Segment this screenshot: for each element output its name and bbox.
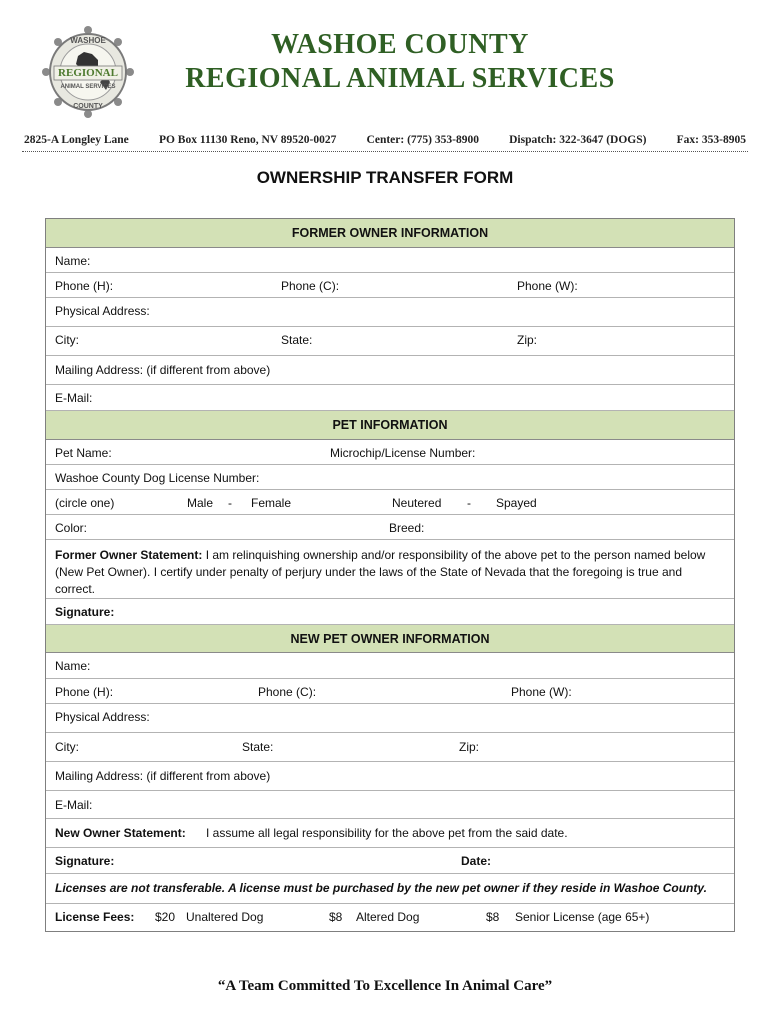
fee-senior-desc: Senior License (age 65+) (515, 910, 650, 924)
new-owner-city-label[interactable]: City: (55, 740, 79, 754)
new-owner-name-field[interactable] (46, 653, 734, 679)
pet-spayed-option[interactable]: Spayed (496, 496, 537, 510)
new-owner-statement-label: New Owner Statement: (55, 826, 186, 840)
agency-name-line1: WASHOE COUNTY (271, 29, 529, 60)
new-owner-statement (46, 819, 734, 848)
address-center-phone: Center: (775) 353-8900 (366, 134, 479, 146)
new-owner-phone-row (46, 679, 734, 704)
pet-circle-one-label: (circle one) (55, 496, 115, 510)
section-pet-heading: PET INFORMATION (46, 411, 734, 440)
former-owner-email-field[interactable] (46, 385, 734, 411)
fee-unaltered-desc: Unaltered Dog (186, 910, 264, 924)
license-fees-label: License Fees: (55, 910, 135, 924)
address-dispatch-phone: Dispatch: 322-3647 (DOGS) (509, 134, 647, 146)
pet-color-label[interactable]: Color: (55, 521, 88, 535)
former-owner-state-label[interactable]: State: (281, 333, 313, 347)
former-owner-phone-row (46, 273, 734, 298)
former-owner-phone-h-label[interactable]: Phone (H): (55, 279, 114, 293)
footer-motto: “A Team Committed To Excellence In Animal Care” (217, 978, 553, 994)
former-owner-phone-c-label[interactable]: Phone (C): (281, 279, 340, 293)
former-owner-mailing-address-field[interactable] (46, 356, 734, 385)
new-owner-email-field[interactable] (46, 791, 734, 819)
new-owner-city-row (46, 733, 734, 762)
former-owner-mailing-address-label: Mailing Address: (if different from above) (55, 363, 271, 377)
address-po-box: PO Box 11130 Reno, NV 89520-0027 (158, 134, 337, 146)
former-owner-signature-field[interactable] (46, 599, 734, 625)
former-owner-physical-address-label: Physical Address: (55, 304, 150, 318)
pet-license-number-label: Washoe County Dog License Number: (55, 471, 260, 485)
pet-color-row (46, 515, 734, 540)
fee-altered-desc: Altered Dog (356, 910, 420, 924)
former-owner-name-field[interactable] (46, 248, 734, 273)
new-owner-email-label: E-Mail: (55, 798, 93, 812)
fee-unaltered-amount: $20 (155, 910, 176, 924)
new-owner-signature-row (46, 848, 734, 874)
former-owner-statement (46, 540, 734, 599)
address-bar (24, 134, 746, 146)
section-former-owner-heading: FORMER OWNER INFORMATION (46, 219, 734, 248)
agency-name-line2: REGIONAL ANIMAL SERVICES (185, 63, 615, 94)
new-owner-state-label[interactable]: State: (242, 740, 274, 754)
former-owner-signature-label: Signature: (55, 605, 115, 619)
pet-sex-row (46, 490, 734, 515)
form-title: OWNERSHIP TRANSFER FORM (256, 168, 514, 187)
pet-name-label[interactable]: Pet Name: (55, 446, 112, 460)
former-owner-city-label[interactable]: City: (55, 333, 79, 347)
new-owner-physical-address-field[interactable] (46, 704, 734, 733)
new-owner-phone-h-label[interactable]: Phone (H): (55, 685, 114, 699)
ownership-transfer-form (45, 218, 735, 932)
new-owner-name-label: Name: (55, 659, 91, 673)
pet-breed-label[interactable]: Breed: (389, 521, 425, 535)
former-owner-city-row (46, 327, 734, 356)
new-owner-phone-c-label[interactable]: Phone (C): (258, 685, 317, 699)
former-owner-email-label: E-Mail: (55, 391, 93, 405)
washoe-county-seal-logo (42, 26, 134, 118)
fee-senior-amount: $8 (486, 910, 500, 924)
former-owner-zip-label[interactable]: Zip: (517, 333, 538, 347)
pet-neutered-option[interactable]: Neutered (392, 496, 442, 510)
new-owner-physical-address-label: Physical Address: (55, 710, 150, 724)
fee-altered-amount: $8 (329, 910, 343, 924)
new-owner-statement-text: I assume all legal responsibility for the above pet from the said date. (206, 826, 568, 840)
address-divider (22, 151, 748, 152)
former-owner-physical-address-field[interactable] (46, 298, 734, 327)
former-owner-statement-label: Former Owner Statement: (55, 548, 203, 562)
new-owner-mailing-address-field[interactable] (46, 762, 734, 791)
pet-microchip-label[interactable]: Microchip/License Number: (330, 446, 476, 460)
new-owner-zip-label[interactable]: Zip: (459, 740, 480, 754)
pet-male-option[interactable]: Male (187, 496, 214, 510)
pet-license-number-field[interactable] (46, 465, 734, 490)
new-owner-phone-w-label[interactable]: Phone (W): (511, 685, 572, 699)
new-owner-mailing-address-label: Mailing Address: (if different from above) (55, 769, 271, 783)
pet-name-row (46, 440, 734, 465)
logo-services-text: ANIMAL SERVICES (60, 84, 116, 90)
pet-female-option[interactable]: Female (251, 496, 292, 510)
former-owner-statement-text: I am relinquishing ownership and/or responsibility of the above pet to the person named below (New Pet Owner). I certify under penalty of perjury under the laws of the State of Nevada that the foregoing is true and correct. (55, 548, 706, 596)
license-fees-row (46, 904, 734, 931)
section-new-owner-heading: NEW PET OWNER INFORMATION (46, 625, 734, 653)
license-note-row (46, 874, 734, 904)
logo-top-text: WASHOE (70, 36, 106, 45)
new-owner-signature-label[interactable]: Signature: (55, 854, 115, 868)
former-owner-phone-w-label[interactable]: Phone (W): (517, 279, 578, 293)
former-owner-name-label: Name: (55, 254, 91, 268)
pet-alter-separator: - (467, 496, 471, 510)
address-fax: Fax: 353-8905 (676, 134, 746, 146)
new-owner-date-label[interactable]: Date: (461, 854, 492, 868)
address-street: 2825-A Longley Lane (24, 134, 129, 146)
license-note: Licenses are not transferable. A license must be purchased by the new pet owner if they reside in Washoe County. (55, 881, 707, 895)
logo-regional-text: REGIONAL (58, 67, 118, 79)
pet-sex-separator: - (228, 496, 232, 510)
agency-name (152, 28, 648, 96)
logo-bottom-text: COUNTY (73, 103, 103, 110)
